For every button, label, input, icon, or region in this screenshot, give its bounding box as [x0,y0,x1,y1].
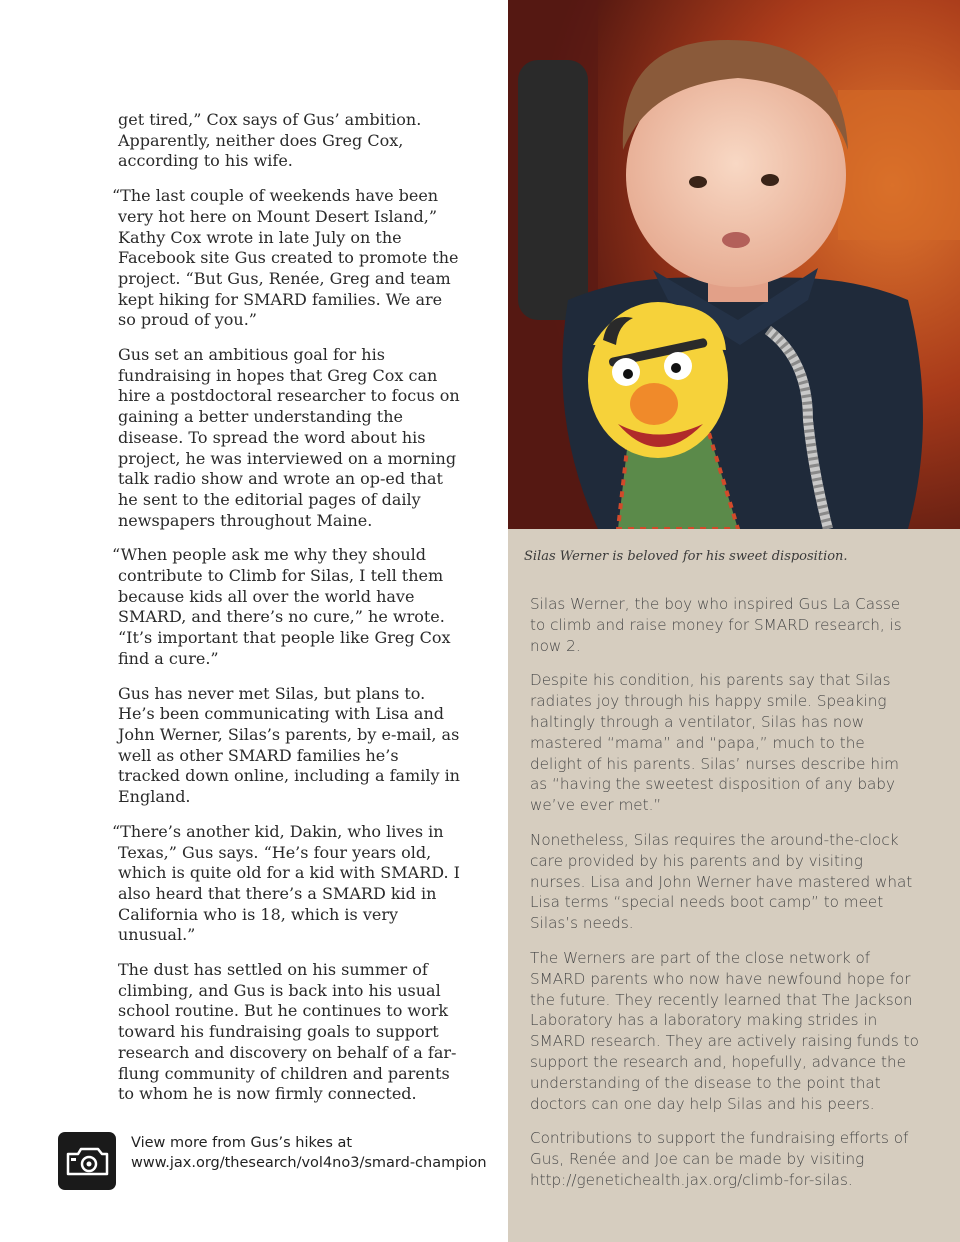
article-paragraph: get tired,” Cox says of Gus’ ambition. Apparently, neither does Greg Cox, according to his wife. [118,110,422,171]
view-more-line1: View more from Gus’s hikes at [131,1135,353,1151]
sidebar-panel [508,0,960,1242]
child-photo [508,0,960,529]
view-more-link[interactable] [131,1133,487,1173]
article-paragraph: “The last couple of weekends have been very hot here on Mount Desert Island,” Kathy Cox wrote in late July on the Facebook site Gus created to promote the project. “But Gus, Renée, Greg and team kept hiking for SMARD families. We are so proud of you.” [112,186,459,330]
sidebar-paragraph: Silas Werner, the boy who inspired Gus La Casse to climb and raise money for SMARD research, is now 2. [530,595,902,655]
view-more-url[interactable]: www.jax.org/thesearch/vol4no3/smard-champion [131,1155,487,1171]
article-paragraph: Gus has never met Silas, but plans to. He’s been communicating with Lisa and John Werner, Silas’s parents, by e-mail, as well as other SMARD families he’s tracked down online, including a family in England. [118,683,460,807]
article-paragraph: The dust has settled on his summer of climbing, and Gus is back into his usual school routine. But he continues to work toward his fundraising goals to support research and discovery on behalf of a far-flung community of children and parents to whom he is now firmly connected. [118,960,457,1104]
article-paragraph: “There’s another kid, Dakin, who lives in Texas,” Gus says. “He’s four years old, which is quite old for a kid with SMARD. I also heard that there’s a SMARD kid in California who is 18, which is very unusual.” [112,821,460,945]
sidebar-paragraph: The Werners are part of the close network of SMARD parents who now have newfound hope for the future. They recently learned that The Jackson Laboratory has a laboratory making strides in SMARD research. They are actively raising funds to support the research and, hopefully, advance the understanding of the disease to the point that doctors can one day help Silas and his peers. [530,948,919,1113]
article-paragraph: Gus set an ambitious goal for his fundraising in hopes that Greg Cox can hire a postdoctoral researcher to focus on gaining a better understanding the disease. To spread the word about his project, he was interviewed on a morning talk radio show and wrote an op-ed that he sent to the editorial pages of daily newspapers throughout Maine. [118,345,460,530]
camera-icon [58,1132,116,1190]
sidebar-text [530,594,920,1205]
photo-caption: Silas Werner is beloved for his sweet disposition. [524,549,848,564]
sidebar-paragraph: Contributions to support the fundraising efforts of Gus, Renée and Joe can be made by visiting http://genetichealth.jax.org/climb-for-silas. [530,1129,909,1189]
sidebar-paragraph: Despite his condition, his parents say that Silas radiates joy through his happy smile. Speaking haltingly through a ventilator, Silas has now mastered “mama” and “papa,” much to the delight of his parents. Silas’ nurses describe him as “having the sweetest disposition of any baby we’ve ever met.” [530,671,899,815]
article-body [112,110,463,1119]
article-paragraph: “When people ask me why they should contribute to Climb for Silas, I tell them because kids all over the world have SMARD, and there’s no cure,” he wrote. “It’s important that people like Greg Cox find a cure.” [112,545,451,668]
sidebar-paragraph: Nonetheless, Silas requires the around-the-clock care provided by his parents and by visiting nurses. Lisa and John Werner have mastered what Lisa terms “special needs boot camp” to meet Silas’s needs. [530,830,913,933]
